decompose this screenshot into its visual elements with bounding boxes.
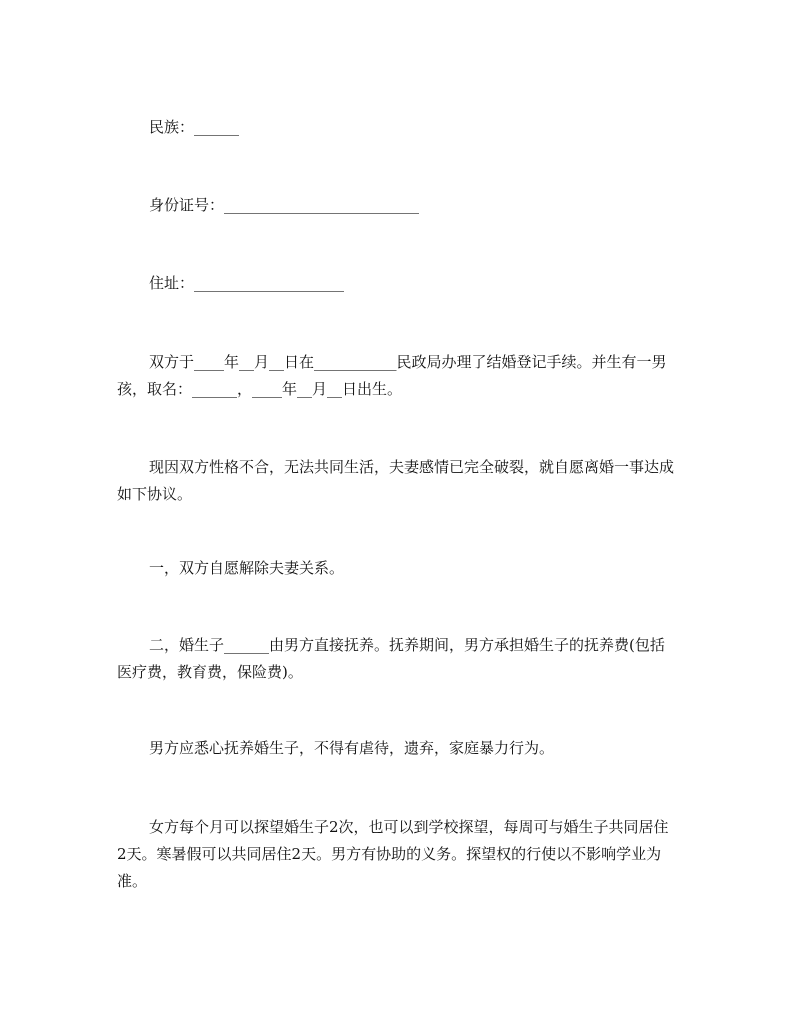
id-number-field-line: 身份证号：__________________________ [149, 196, 420, 214]
clause-two-paragraph: 二，婚生子______由男方直接抚养。抚养期间，男方承担婚生子的抚养费(包括医疗费，教育费，保险费)。 [117, 636, 665, 681]
divorce-reason-paragraph: 现因双方性格不合，无法共同生活，夫妻感情已完全破裂，就自愿离婚一事达成如下协议。 [117, 458, 675, 503]
address-field-line: 住址：____________________ [149, 274, 345, 292]
clause-one-paragraph: 一，双方自愿解除夫妻关系。 [149, 559, 345, 577]
custody-duty-paragraph: 男方应悉心抚养婚生子，不得有虐待，遗弃，家庭暴力行为。 [149, 739, 555, 757]
visitation-rights-paragraph: 女方每个月可以探望婚生子2次，也可以到学校探望，每周可与婚生子共同居住2天。寒暑假可以共同居住2天。男方有协助的义务。探望权的行使以不影响学业为准。 [117, 818, 669, 890]
ethnicity-field-line: 民族：______ [149, 118, 240, 136]
marriage-registration-paragraph: 双方于____年__月__日在___________民政局办理了结婚登记手续。并生有一男孩，取名：______，____年__月__日出生。 [117, 353, 667, 398]
